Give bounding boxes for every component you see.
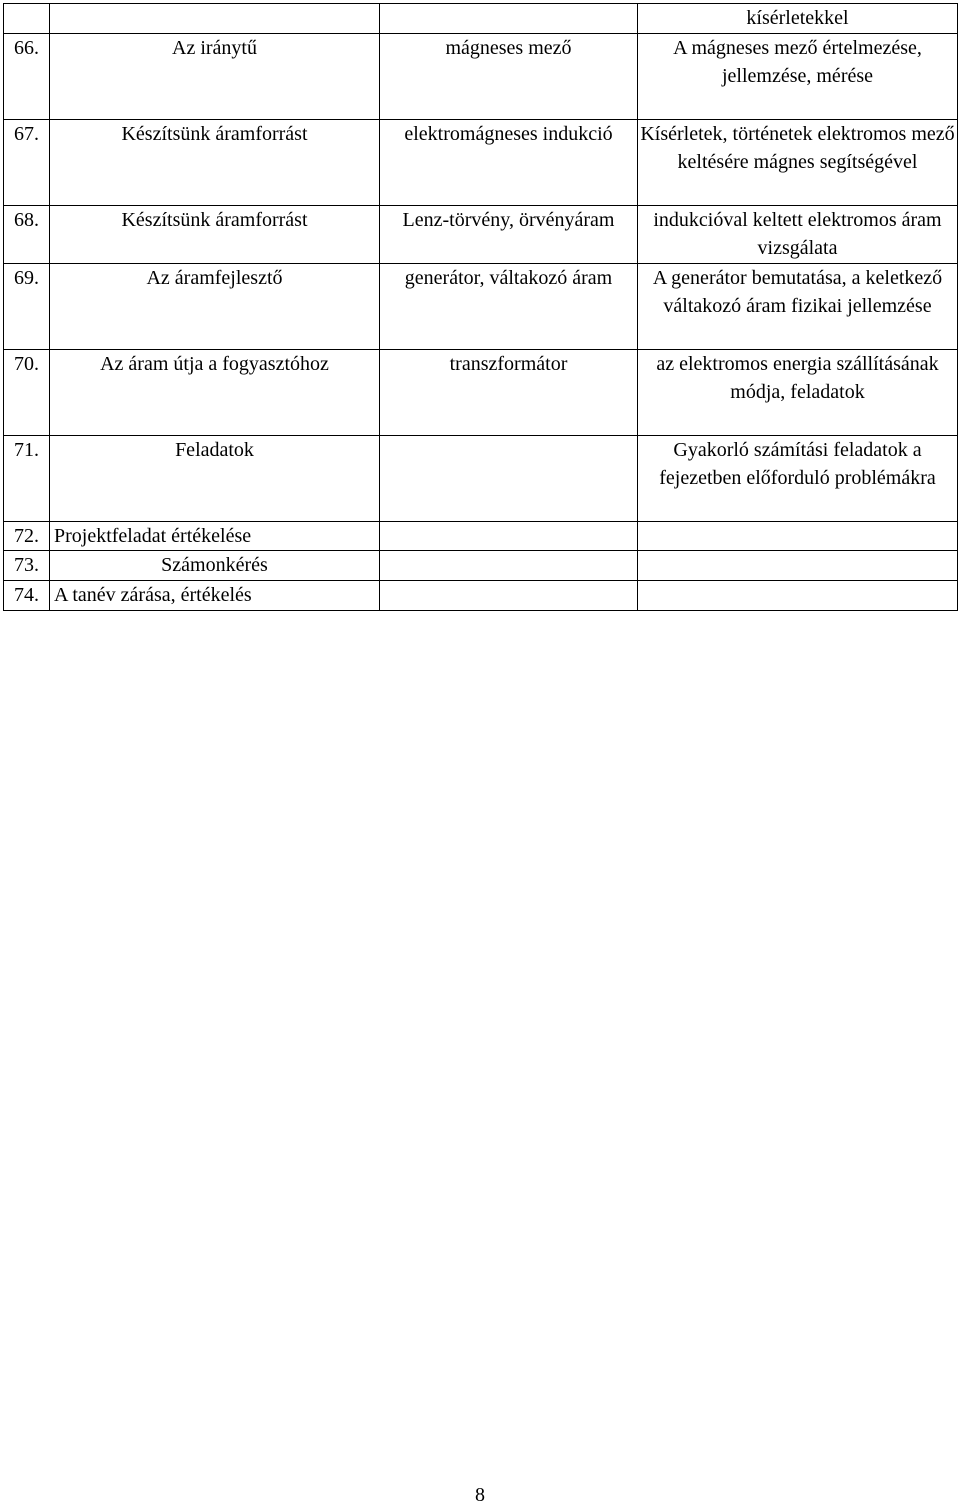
lesson-notes: indukcióval keltett elektromos áram vizsgálata [638, 205, 958, 263]
lesson-notes [638, 521, 958, 551]
lesson-concept: transzformátor [380, 349, 638, 435]
lesson-concept: mágneses mező [380, 33, 638, 119]
page-number: 8 [475, 1484, 485, 1506]
lesson-topic [50, 4, 380, 34]
table-row [4, 119, 958, 205]
lesson-number [4, 4, 50, 34]
lesson-concept: Lenz-törvény, örvényáram [380, 205, 638, 263]
lesson-topic: A tanév zárása, értékelés [50, 580, 380, 610]
table-row [4, 4, 958, 34]
table-row [4, 33, 958, 119]
table-row [4, 263, 958, 349]
lesson-notes [638, 580, 958, 610]
table-row [4, 521, 958, 551]
lesson-number: 70. [4, 349, 50, 435]
lesson-number: 73. [4, 551, 50, 581]
lesson-number: 74. [4, 580, 50, 610]
lesson-number: 68. [4, 205, 50, 263]
lesson-notes: A mágneses mező értelmezése, jellemzése, mérése [638, 33, 958, 119]
lesson-concept [380, 580, 638, 610]
lesson-concept [380, 551, 638, 581]
lesson-concept: elektromágneses indukció [380, 119, 638, 205]
lesson-concept: generátor, váltakozó áram [380, 263, 638, 349]
lesson-notes: Gyakorló számítási feladatok a fejezetben előforduló problémákra [638, 435, 958, 521]
lesson-notes: A generátor bemutatása, a keletkező váltakozó áram fizikai jellemzése [638, 263, 958, 349]
lesson-notes: az elektromos energia szállításának módja, feladatok [638, 349, 958, 435]
lesson-topic: Az áram útja a fogyasztóhoz [50, 349, 380, 435]
lesson-topic: Az iránytű [50, 33, 380, 119]
lesson-number: 69. [4, 263, 50, 349]
lesson-number: 67. [4, 119, 50, 205]
lesson-number: 71. [4, 435, 50, 521]
lesson-topic: Készítsünk áramforrást [50, 119, 380, 205]
table-row [4, 349, 958, 435]
lesson-notes: kísérletekkel [638, 4, 958, 34]
lesson-number: 66. [4, 33, 50, 119]
table-row [4, 580, 958, 610]
lesson-notes [638, 551, 958, 581]
curriculum-table [3, 3, 958, 611]
lesson-notes: Kísérletek, történetek elektromos mező keltésére mágnes segítségével [638, 119, 958, 205]
lesson-number: 72. [4, 521, 50, 551]
lesson-concept [380, 4, 638, 34]
lesson-topic: Projektfeladat értékelése [50, 521, 380, 551]
lesson-topic: Készítsünk áramforrást [50, 205, 380, 263]
lesson-topic: Számonkérés [50, 551, 380, 581]
table-row [4, 551, 958, 581]
lesson-concept [380, 435, 638, 521]
lesson-concept [380, 521, 638, 551]
lesson-topic: Feladatok [50, 435, 380, 521]
table-row [4, 205, 958, 263]
table-row [4, 435, 958, 521]
lesson-topic: Az áramfejlesztő [50, 263, 380, 349]
